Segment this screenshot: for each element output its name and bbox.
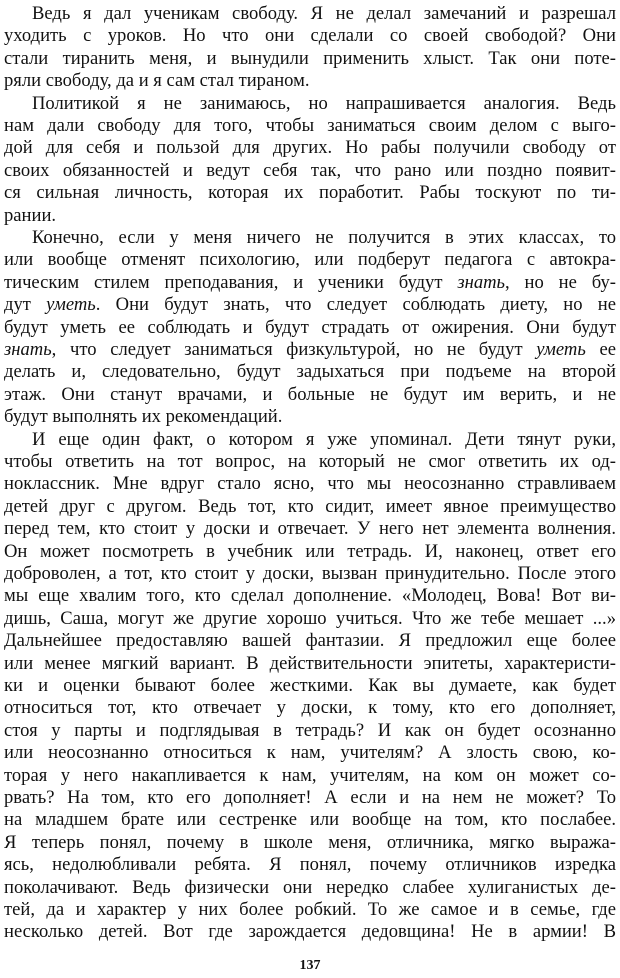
text-line: ки и оценки бывают более жесткими. Как вы думаете, как будет: [4, 675, 616, 696]
text-line: [4, 293, 616, 317]
text-line: доброволен, а тот, кто стоит у доски, вызван принудительно. После этого: [4, 563, 616, 584]
text-line: ся сильная личность, которая их поработит. Рабы тоскуют по ти-: [4, 182, 616, 204]
text-line: [4, 271, 616, 295]
text-line: этаж. Они станут врачами, и больные не будут им верить, и не: [4, 383, 616, 405]
text-span: дут: [4, 294, 47, 316]
text-line: относиться тот, кто отвечает у доски, к тому, кто его дополняет,: [4, 697, 616, 719]
italic-word: уметь: [536, 339, 586, 360]
text-line: ноклассник. Мне вдруг стало ясно, что мы неосознанно стравливаем: [4, 473, 616, 495]
text-span: тическим стилем преподавания, и ученики будут: [4, 271, 458, 293]
text-line: уходить с уроков. Но что они сделали со своей свободой? Они: [4, 25, 616, 47]
text-line: дишь, Саша, могут же другие хорошо учиться. Что же тебе мешает ...»: [4, 607, 616, 629]
text-line: своих обязанностей и ведут себя так, что рано или поздно появит-: [4, 159, 616, 181]
text-span: , что следует заниматься физкультурой, но не будут: [51, 339, 537, 360]
text-line: или менее мягкий вариант. В действительности эпитеты, характеристи-: [4, 652, 616, 674]
italic-word: уметь: [46, 294, 96, 316]
text-line: ряли свободу, да и я сам стал тираном.: [4, 70, 310, 92]
text-line: стали тиранить меня, и вынудили применить хлыст. Так они поте-: [4, 47, 616, 69]
text-line: дой для себя и пользой для других. Но рабы получили свободу от: [4, 137, 616, 159]
text-line: рании.: [4, 204, 57, 226]
text-line: Я теперь понял, почему в школе меня, отличника, мягко выража-: [4, 831, 616, 853]
text-span: . Они будут знать, что следует соблюдать диету, но не: [95, 294, 616, 316]
text-line: будут уметь ее соблюдать и будут страдать от ожирения. Они будут: [4, 316, 616, 338]
text-line: будут выполнять их рекомендаций.: [4, 406, 283, 428]
text-line: детей друг с другом. Ведь тот, кто сидит, имеет явное преимущество: [4, 495, 616, 517]
italic-word: знать: [457, 271, 506, 293]
text-line: делать и, следовательно, будут задыхаться при подъеме на второй: [4, 361, 616, 383]
text-line: [4, 338, 616, 362]
italic-word: знать: [4, 339, 52, 360]
text-line: Он может посмотреть в учебник или тетрадь. И, наконец, ответ его: [4, 540, 616, 562]
text-line: Дальнейшее предоставляю вашей фантазии. Я предложил еще более: [4, 630, 616, 652]
text-span: ее: [585, 339, 616, 360]
text-line: мы еще хвалим того, кто сделал дополнение. «Молодец, Вова! Вот ви-: [4, 585, 616, 607]
text-line: торая у него накапливается к нам, учителям, на ком он может со-: [4, 764, 616, 786]
text-line: рвать? На том, кто его дополняет! А если и на нем не может? То: [4, 787, 616, 808]
text-line: несколько детей. Вот где зарождается дедовщина! Не в армии! В: [4, 921, 616, 943]
text-line: Политикой я не занимаюсь, но напрашивается аналогия. Ведь: [32, 92, 616, 114]
text-line: перед тем, кто стоит у доски и отвечает. У него нет элемента волнения.: [4, 518, 616, 540]
text-line: или вообще отменят психологию, или подберут педагога с автокра-: [4, 249, 616, 271]
text-line: чтобы ответить на тот вопрос, на который не смог ответить их од-: [4, 451, 616, 472]
text-line: нам дали свободу для того, чтобы заниматься своим делом с выго-: [4, 115, 616, 136]
text-line: ясь, недолюбливали ребята. Я понял, почему отличников изредка: [4, 854, 616, 876]
text-line: поколачивают. Ведь физически они нередко слабее хулиганистых де-: [4, 876, 616, 898]
text-span: , но не бу-: [505, 271, 616, 293]
text-line: тей, да и характер у них более робкий. То же самое и в семье, где: [4, 899, 616, 920]
text-line: Ведь я дал ученикам свободу. Я не делал замечаний и разрешал: [32, 3, 616, 24]
text-line: стоя у парты и подглядывая в тетрадь? И как он будет осознанно: [4, 719, 616, 741]
text-line: на младшем брате или сестренке или вообще на том, кто послабее.: [4, 809, 616, 831]
text-line: или неосознанно относиться к нам, учителям? А злость свою, ко-: [4, 742, 616, 764]
text-line: И еще один факт, о котором я уже упоминал. Дети тянут руки,: [32, 428, 616, 450]
text-line: Конечно, если у меня ничего не получится в этих классах, то: [32, 227, 616, 248]
page-number: 137: [299, 958, 321, 973]
